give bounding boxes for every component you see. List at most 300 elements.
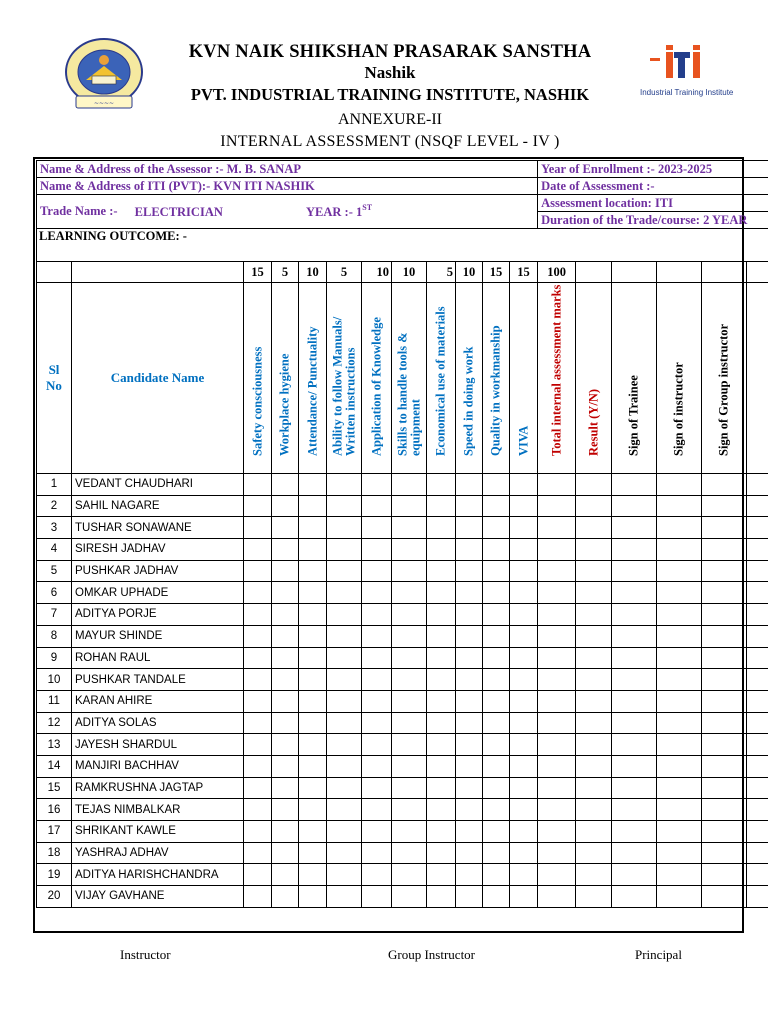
- mark-cell[interactable]: [612, 842, 657, 864]
- mark-cell[interactable]: [612, 647, 657, 669]
- mark-cell[interactable]: [244, 495, 272, 517]
- mark-cell[interactable]: [702, 864, 747, 886]
- mark-cell[interactable]: [327, 582, 362, 604]
- mark-cell[interactable]: [483, 604, 510, 626]
- mark-cell[interactable]: [456, 647, 483, 669]
- mark-cell[interactable]: [299, 604, 327, 626]
- mark-cell[interactable]: [299, 712, 327, 734]
- mark-cell[interactable]: [244, 517, 272, 539]
- mark-cell[interactable]: [538, 755, 576, 777]
- mark-cell[interactable]: [272, 625, 299, 647]
- mark-cell[interactable]: [538, 842, 576, 864]
- mark-cell[interactable]: [576, 539, 612, 561]
- mark-cell[interactable]: [483, 582, 510, 604]
- mark-cell[interactable]: [427, 777, 456, 799]
- mark-cell[interactable]: [427, 690, 456, 712]
- mark-cell[interactable]: [327, 474, 362, 496]
- mark-cell[interactable]: [657, 842, 702, 864]
- mark-cell[interactable]: [272, 669, 299, 691]
- mark-cell[interactable]: [747, 625, 768, 647]
- mark-cell[interactable]: [456, 864, 483, 886]
- mark-cell[interactable]: [244, 755, 272, 777]
- mark-cell[interactable]: [327, 886, 362, 908]
- mark-cell[interactable]: [747, 777, 768, 799]
- mark-cell[interactable]: [657, 734, 702, 756]
- mark-cell[interactable]: [483, 886, 510, 908]
- mark-cell[interactable]: [392, 799, 427, 821]
- mark-cell[interactable]: [483, 755, 510, 777]
- mark-cell[interactable]: [612, 604, 657, 626]
- mark-cell[interactable]: [392, 755, 427, 777]
- mark-cell[interactable]: [538, 474, 576, 496]
- mark-cell[interactable]: [702, 474, 747, 496]
- mark-cell[interactable]: [244, 842, 272, 864]
- mark-cell[interactable]: [612, 755, 657, 777]
- mark-cell[interactable]: [272, 799, 299, 821]
- mark-cell[interactable]: [538, 799, 576, 821]
- mark-cell[interactable]: [576, 864, 612, 886]
- mark-cell[interactable]: [244, 647, 272, 669]
- mark-cell[interactable]: [538, 582, 576, 604]
- mark-cell[interactable]: [299, 734, 327, 756]
- mark-cell[interactable]: [392, 582, 427, 604]
- mark-cell[interactable]: [244, 560, 272, 582]
- mark-cell[interactable]: [657, 495, 702, 517]
- mark-cell[interactable]: [299, 690, 327, 712]
- mark-cell[interactable]: [612, 582, 657, 604]
- mark-cell[interactable]: [456, 474, 483, 496]
- mark-cell[interactable]: [657, 755, 702, 777]
- mark-cell[interactable]: [657, 517, 702, 539]
- mark-cell[interactable]: [456, 495, 483, 517]
- mark-cell[interactable]: [510, 886, 538, 908]
- mark-cell[interactable]: [272, 712, 299, 734]
- mark-cell[interactable]: [327, 864, 362, 886]
- mark-cell[interactable]: [327, 604, 362, 626]
- mark-cell[interactable]: [702, 690, 747, 712]
- mark-cell[interactable]: [510, 495, 538, 517]
- mark-cell[interactable]: [362, 842, 392, 864]
- mark-cell[interactable]: [272, 690, 299, 712]
- mark-cell[interactable]: [392, 539, 427, 561]
- mark-cell[interactable]: [747, 734, 768, 756]
- mark-cell[interactable]: [427, 799, 456, 821]
- mark-cell[interactable]: [299, 582, 327, 604]
- mark-cell[interactable]: [576, 842, 612, 864]
- mark-cell[interactable]: [576, 690, 612, 712]
- mark-cell[interactable]: [392, 886, 427, 908]
- mark-cell[interactable]: [576, 799, 612, 821]
- mark-cell[interactable]: [612, 734, 657, 756]
- mark-cell[interactable]: [362, 560, 392, 582]
- mark-cell[interactable]: [612, 690, 657, 712]
- mark-cell[interactable]: [272, 734, 299, 756]
- mark-cell[interactable]: [576, 669, 612, 691]
- mark-cell[interactable]: [657, 474, 702, 496]
- mark-cell[interactable]: [747, 755, 768, 777]
- mark-cell[interactable]: [362, 821, 392, 843]
- mark-cell[interactable]: [427, 539, 456, 561]
- mark-cell[interactable]: [510, 474, 538, 496]
- mark-cell[interactable]: [657, 582, 702, 604]
- mark-cell[interactable]: [299, 539, 327, 561]
- mark-cell[interactable]: [747, 582, 768, 604]
- mark-cell[interactable]: [244, 582, 272, 604]
- mark-cell[interactable]: [392, 690, 427, 712]
- mark-cell[interactable]: [702, 712, 747, 734]
- mark-cell[interactable]: [612, 539, 657, 561]
- mark-cell[interactable]: [612, 517, 657, 539]
- mark-cell[interactable]: [483, 690, 510, 712]
- mark-cell[interactable]: [612, 495, 657, 517]
- mark-cell[interactable]: [483, 517, 510, 539]
- mark-cell[interactable]: [538, 734, 576, 756]
- mark-cell[interactable]: [392, 864, 427, 886]
- mark-cell[interactable]: [576, 821, 612, 843]
- mark-cell[interactable]: [327, 517, 362, 539]
- mark-cell[interactable]: [657, 777, 702, 799]
- mark-cell[interactable]: [510, 625, 538, 647]
- mark-cell[interactable]: [702, 604, 747, 626]
- mark-cell[interactable]: [392, 647, 427, 669]
- mark-cell[interactable]: [456, 560, 483, 582]
- mark-cell[interactable]: [427, 495, 456, 517]
- mark-cell[interactable]: [272, 604, 299, 626]
- mark-cell[interactable]: [747, 495, 768, 517]
- mark-cell[interactable]: [657, 647, 702, 669]
- mark-cell[interactable]: [272, 864, 299, 886]
- mark-cell[interactable]: [272, 755, 299, 777]
- mark-cell[interactable]: [510, 560, 538, 582]
- mark-cell[interactable]: [456, 539, 483, 561]
- mark-cell[interactable]: [612, 821, 657, 843]
- mark-cell[interactable]: [576, 755, 612, 777]
- mark-cell[interactable]: [483, 712, 510, 734]
- mark-cell[interactable]: [702, 821, 747, 843]
- mark-cell[interactable]: [538, 777, 576, 799]
- mark-cell[interactable]: [427, 842, 456, 864]
- mark-cell[interactable]: [244, 474, 272, 496]
- mark-cell[interactable]: [272, 842, 299, 864]
- mark-cell[interactable]: [362, 886, 392, 908]
- mark-cell[interactable]: [510, 647, 538, 669]
- mark-cell[interactable]: [244, 604, 272, 626]
- mark-cell[interactable]: [612, 799, 657, 821]
- mark-cell[interactable]: [299, 777, 327, 799]
- mark-cell[interactable]: [427, 669, 456, 691]
- mark-cell[interactable]: [327, 777, 362, 799]
- mark-cell[interactable]: [456, 755, 483, 777]
- mark-cell[interactable]: [327, 755, 362, 777]
- mark-cell[interactable]: [327, 821, 362, 843]
- mark-cell[interactable]: [327, 560, 362, 582]
- mark-cell[interactable]: [510, 582, 538, 604]
- mark-cell[interactable]: [747, 539, 768, 561]
- mark-cell[interactable]: [510, 864, 538, 886]
- mark-cell[interactable]: [244, 777, 272, 799]
- mark-cell[interactable]: [456, 777, 483, 799]
- mark-cell[interactable]: [362, 495, 392, 517]
- mark-cell[interactable]: [327, 647, 362, 669]
- mark-cell[interactable]: [702, 886, 747, 908]
- mark-cell[interactable]: [362, 712, 392, 734]
- mark-cell[interactable]: [362, 517, 392, 539]
- mark-cell[interactable]: [327, 734, 362, 756]
- mark-cell[interactable]: [483, 647, 510, 669]
- mark-cell[interactable]: [244, 821, 272, 843]
- mark-cell[interactable]: [272, 777, 299, 799]
- mark-cell[interactable]: [392, 821, 427, 843]
- mark-cell[interactable]: [483, 821, 510, 843]
- mark-cell[interactable]: [538, 712, 576, 734]
- mark-cell[interactable]: [299, 495, 327, 517]
- mark-cell[interactable]: [612, 712, 657, 734]
- mark-cell[interactable]: [657, 712, 702, 734]
- mark-cell[interactable]: [483, 539, 510, 561]
- mark-cell[interactable]: [299, 625, 327, 647]
- mark-cell[interactable]: [327, 690, 362, 712]
- mark-cell[interactable]: [510, 777, 538, 799]
- mark-cell[interactable]: [392, 842, 427, 864]
- mark-cell[interactable]: [657, 604, 702, 626]
- mark-cell[interactable]: [510, 734, 538, 756]
- mark-cell[interactable]: [299, 842, 327, 864]
- mark-cell[interactable]: [657, 625, 702, 647]
- mark-cell[interactable]: [272, 886, 299, 908]
- mark-cell[interactable]: [538, 517, 576, 539]
- mark-cell[interactable]: [456, 734, 483, 756]
- mark-cell[interactable]: [244, 712, 272, 734]
- mark-cell[interactable]: [510, 842, 538, 864]
- mark-cell[interactable]: [510, 821, 538, 843]
- mark-cell[interactable]: [427, 712, 456, 734]
- mark-cell[interactable]: [362, 474, 392, 496]
- mark-cell[interactable]: [456, 712, 483, 734]
- mark-cell[interactable]: [483, 474, 510, 496]
- mark-cell[interactable]: [612, 669, 657, 691]
- mark-cell[interactable]: [362, 604, 392, 626]
- mark-cell[interactable]: [392, 495, 427, 517]
- mark-cell[interactable]: [538, 864, 576, 886]
- mark-cell[interactable]: [612, 864, 657, 886]
- mark-cell[interactable]: [538, 495, 576, 517]
- mark-cell[interactable]: [747, 690, 768, 712]
- mark-cell[interactable]: [576, 517, 612, 539]
- mark-cell[interactable]: [299, 821, 327, 843]
- mark-cell[interactable]: [483, 625, 510, 647]
- mark-cell[interactable]: [456, 625, 483, 647]
- mark-cell[interactable]: [747, 474, 768, 496]
- mark-cell[interactable]: [702, 582, 747, 604]
- mark-cell[interactable]: [456, 886, 483, 908]
- mark-cell[interactable]: [702, 842, 747, 864]
- mark-cell[interactable]: [576, 647, 612, 669]
- mark-cell[interactable]: [510, 669, 538, 691]
- mark-cell[interactable]: [456, 821, 483, 843]
- mark-cell[interactable]: [427, 604, 456, 626]
- mark-cell[interactable]: [456, 669, 483, 691]
- mark-cell[interactable]: [576, 560, 612, 582]
- mark-cell[interactable]: [456, 517, 483, 539]
- mark-cell[interactable]: [456, 604, 483, 626]
- mark-cell[interactable]: [483, 799, 510, 821]
- mark-cell[interactable]: [299, 864, 327, 886]
- mark-cell[interactable]: [327, 712, 362, 734]
- mark-cell[interactable]: [747, 604, 768, 626]
- mark-cell[interactable]: [456, 582, 483, 604]
- mark-cell[interactable]: [299, 517, 327, 539]
- mark-cell[interactable]: [702, 539, 747, 561]
- mark-cell[interactable]: [272, 582, 299, 604]
- mark-cell[interactable]: [392, 604, 427, 626]
- mark-cell[interactable]: [427, 755, 456, 777]
- mark-cell[interactable]: [483, 560, 510, 582]
- mark-cell[interactable]: [299, 886, 327, 908]
- mark-cell[interactable]: [657, 539, 702, 561]
- mark-cell[interactable]: [362, 734, 392, 756]
- mark-cell[interactable]: [702, 517, 747, 539]
- mark-cell[interactable]: [392, 474, 427, 496]
- mark-cell[interactable]: [612, 625, 657, 647]
- mark-cell[interactable]: [747, 886, 768, 908]
- mark-cell[interactable]: [392, 712, 427, 734]
- mark-cell[interactable]: [747, 647, 768, 669]
- mark-cell[interactable]: [510, 799, 538, 821]
- mark-cell[interactable]: [244, 734, 272, 756]
- mark-cell[interactable]: [327, 495, 362, 517]
- mark-cell[interactable]: [327, 625, 362, 647]
- mark-cell[interactable]: [327, 842, 362, 864]
- mark-cell[interactable]: [747, 669, 768, 691]
- mark-cell[interactable]: [392, 734, 427, 756]
- mark-cell[interactable]: [576, 777, 612, 799]
- mark-cell[interactable]: [456, 690, 483, 712]
- mark-cell[interactable]: [576, 625, 612, 647]
- mark-cell[interactable]: [576, 886, 612, 908]
- mark-cell[interactable]: [657, 690, 702, 712]
- mark-cell[interactable]: [244, 886, 272, 908]
- mark-cell[interactable]: [510, 690, 538, 712]
- mark-cell[interactable]: [362, 669, 392, 691]
- mark-cell[interactable]: [427, 647, 456, 669]
- mark-cell[interactable]: [702, 799, 747, 821]
- mark-cell[interactable]: [456, 799, 483, 821]
- mark-cell[interactable]: [576, 474, 612, 496]
- mark-cell[interactable]: [538, 560, 576, 582]
- mark-cell[interactable]: [612, 560, 657, 582]
- mark-cell[interactable]: [612, 886, 657, 908]
- mark-cell[interactable]: [272, 474, 299, 496]
- mark-cell[interactable]: [747, 842, 768, 864]
- mark-cell[interactable]: [392, 560, 427, 582]
- mark-cell[interactable]: [702, 560, 747, 582]
- mark-cell[interactable]: [427, 625, 456, 647]
- mark-cell[interactable]: [657, 799, 702, 821]
- mark-cell[interactable]: [747, 821, 768, 843]
- mark-cell[interactable]: [362, 755, 392, 777]
- mark-cell[interactable]: [272, 560, 299, 582]
- mark-cell[interactable]: [427, 886, 456, 908]
- mark-cell[interactable]: [456, 842, 483, 864]
- mark-cell[interactable]: [702, 495, 747, 517]
- mark-cell[interactable]: [702, 734, 747, 756]
- mark-cell[interactable]: [362, 864, 392, 886]
- mark-cell[interactable]: [427, 864, 456, 886]
- mark-cell[interactable]: [612, 474, 657, 496]
- mark-cell[interactable]: [362, 582, 392, 604]
- mark-cell[interactable]: [392, 625, 427, 647]
- mark-cell[interactable]: [327, 799, 362, 821]
- mark-cell[interactable]: [538, 821, 576, 843]
- mark-cell[interactable]: [272, 821, 299, 843]
- mark-cell[interactable]: [427, 821, 456, 843]
- mark-cell[interactable]: [483, 864, 510, 886]
- mark-cell[interactable]: [362, 539, 392, 561]
- mark-cell[interactable]: [392, 669, 427, 691]
- mark-cell[interactable]: [576, 712, 612, 734]
- mark-cell[interactable]: [362, 690, 392, 712]
- mark-cell[interactable]: [747, 560, 768, 582]
- mark-cell[interactable]: [272, 539, 299, 561]
- mark-cell[interactable]: [747, 864, 768, 886]
- mark-cell[interactable]: [747, 712, 768, 734]
- mark-cell[interactable]: [299, 647, 327, 669]
- mark-cell[interactable]: [483, 734, 510, 756]
- mark-cell[interactable]: [299, 560, 327, 582]
- mark-cell[interactable]: [657, 821, 702, 843]
- mark-cell[interactable]: [576, 495, 612, 517]
- mark-cell[interactable]: [483, 495, 510, 517]
- mark-cell[interactable]: [427, 734, 456, 756]
- mark-cell[interactable]: [538, 539, 576, 561]
- mark-cell[interactable]: [327, 669, 362, 691]
- mark-cell[interactable]: [362, 799, 392, 821]
- mark-cell[interactable]: [362, 625, 392, 647]
- mark-cell[interactable]: [538, 647, 576, 669]
- mark-cell[interactable]: [327, 539, 362, 561]
- mark-cell[interactable]: [657, 560, 702, 582]
- mark-cell[interactable]: [657, 669, 702, 691]
- mark-cell[interactable]: [510, 539, 538, 561]
- mark-cell[interactable]: [747, 799, 768, 821]
- mark-cell[interactable]: [538, 886, 576, 908]
- mark-cell[interactable]: [244, 539, 272, 561]
- mark-cell[interactable]: [576, 734, 612, 756]
- mark-cell[interactable]: [483, 669, 510, 691]
- mark-cell[interactable]: [272, 647, 299, 669]
- mark-cell[interactable]: [299, 474, 327, 496]
- mark-cell[interactable]: [510, 604, 538, 626]
- mark-cell[interactable]: [510, 755, 538, 777]
- mark-cell[interactable]: [272, 495, 299, 517]
- mark-cell[interactable]: [702, 647, 747, 669]
- mark-cell[interactable]: [272, 517, 299, 539]
- mark-cell[interactable]: [427, 517, 456, 539]
- mark-cell[interactable]: [510, 712, 538, 734]
- mark-cell[interactable]: [510, 517, 538, 539]
- mark-cell[interactable]: [702, 669, 747, 691]
- mark-cell[interactable]: [576, 582, 612, 604]
- mark-cell[interactable]: [392, 777, 427, 799]
- mark-cell[interactable]: [244, 864, 272, 886]
- mark-cell[interactable]: [299, 799, 327, 821]
- mark-cell[interactable]: [538, 669, 576, 691]
- mark-cell[interactable]: [299, 755, 327, 777]
- mark-cell[interactable]: [483, 842, 510, 864]
- mark-cell[interactable]: [612, 777, 657, 799]
- mark-cell[interactable]: [483, 777, 510, 799]
- mark-cell[interactable]: [299, 669, 327, 691]
